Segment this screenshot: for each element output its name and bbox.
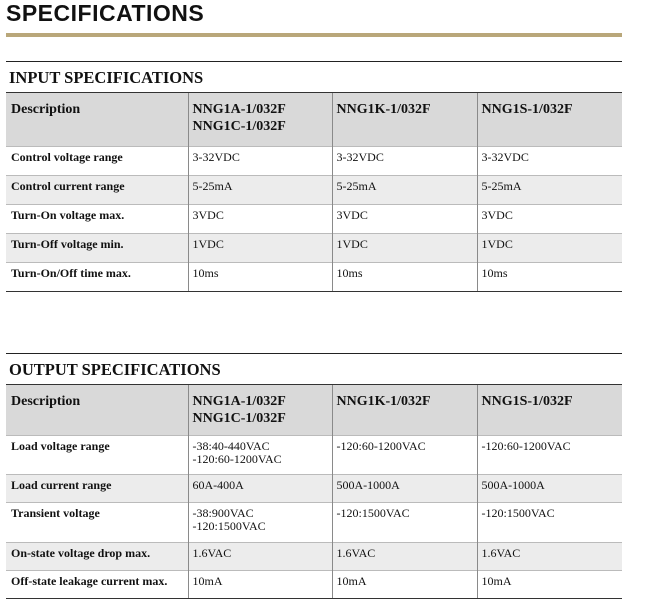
table-cell: -38:40-440VAC -120:60-1200VAC (188, 436, 332, 475)
table-cell: 1VDC (188, 234, 332, 263)
table-cell: -38:900VAC -120:1500VAC (188, 503, 332, 543)
table-row (6, 571, 622, 599)
table-cell: 3VDC (188, 205, 332, 234)
table-cell: 500A-1000A (332, 475, 477, 503)
table-cell: -120:1500VAC (477, 503, 622, 543)
column-header-description: Description (6, 385, 188, 436)
row-label: Turn-On voltage max. (6, 205, 188, 234)
table-cell: 10ms (332, 263, 477, 292)
row-label: Turn-Off voltage min. (6, 234, 188, 263)
output-specifications-table (6, 384, 622, 599)
row-label: Load voltage range (6, 436, 188, 475)
table-cell: 1.6VAC (332, 543, 477, 571)
input-specifications-table (6, 92, 622, 292)
table-row (6, 436, 622, 475)
column-header-model: NNG1A-1/032F NNG1C-1/032F (188, 385, 332, 436)
table-cell: 10ms (477, 263, 622, 292)
column-header-model: NNG1A-1/032F NNG1C-1/032F (188, 93, 332, 147)
table-cell: -120:60-1200VAC (332, 436, 477, 475)
table-cell: 10mA (332, 571, 477, 599)
column-header-model: NNG1K-1/032F (332, 93, 477, 147)
table-cell: 10ms (188, 263, 332, 292)
column-header-model: NNG1K-1/032F (332, 385, 477, 436)
table-cell: 10mA (188, 571, 332, 599)
column-header-model: NNG1S-1/032F (477, 385, 622, 436)
table-cell: 5-25mA (477, 176, 622, 205)
row-label: Load current range (6, 475, 188, 503)
table-row (6, 503, 622, 543)
table-cell: 3VDC (332, 205, 477, 234)
table-cell: 1.6VAC (477, 543, 622, 571)
column-header-model: NNG1S-1/032F (477, 93, 622, 147)
table-cell: 10mA (477, 571, 622, 599)
table-cell: -120:60-1200VAC (477, 436, 622, 475)
table-row (6, 475, 622, 503)
table-header-row (6, 93, 622, 147)
output-section-title: OUTPUT SPECIFICATIONS (9, 360, 221, 379)
page-title: SPECIFICATIONS (6, 0, 205, 26)
row-label: On-state voltage drop max. (6, 543, 188, 571)
table-cell: 500A-1000A (477, 475, 622, 503)
input-specifications-section (6, 61, 622, 292)
table-cell: 60A-400A (188, 475, 332, 503)
table-cell: 1VDC (477, 234, 622, 263)
table-cell: 3-32VDC (332, 147, 477, 176)
title-underline (6, 33, 622, 37)
table-header-row (6, 385, 622, 436)
row-label: Off-state leakage current max. (6, 571, 188, 599)
table-row (6, 543, 622, 571)
table-cell: 3-32VDC (477, 147, 622, 176)
input-section-title: INPUT SPECIFICATIONS (9, 68, 204, 87)
table-row (6, 147, 622, 176)
table-row (6, 263, 622, 292)
table-row (6, 234, 622, 263)
row-label: Control current range (6, 176, 188, 205)
table-cell: 1VDC (332, 234, 477, 263)
row-label: Control voltage range (6, 147, 188, 176)
table-cell: 5-25mA (188, 176, 332, 205)
row-label: Turn-On/Off time max. (6, 263, 188, 292)
table-cell: -120:1500VAC (332, 503, 477, 543)
row-label: Transient voltage (6, 503, 188, 543)
table-cell: 3-32VDC (188, 147, 332, 176)
table-row (6, 176, 622, 205)
column-header-description: Description (6, 93, 188, 147)
output-specifications-section (6, 353, 622, 599)
table-cell: 1.6VAC (188, 543, 332, 571)
table-cell: 3VDC (477, 205, 622, 234)
table-row (6, 205, 622, 234)
table-cell: 5-25mA (332, 176, 477, 205)
